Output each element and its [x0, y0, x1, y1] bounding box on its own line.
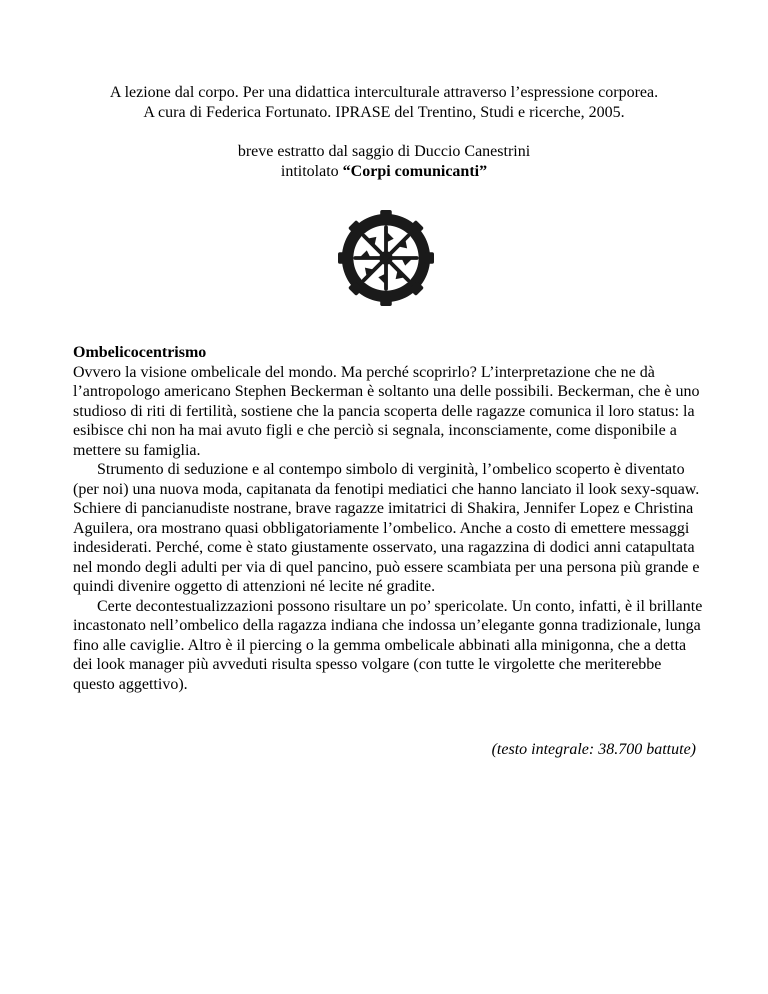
citation-line-2: A cura di Federica Fortunato. IPRASE del Trentino, Studi e ricerche, 2005.: [143, 104, 625, 121]
paragraph-3: Certe decontestualizzazioni possono risultare un po’ spericolate. Un conto, infatti, è il brillante incastonato nell’ombelico della ragazza indiana che indossa un’elegante gonna tradizionale, lunga fino alle caviglie. Altro è il piercing o la gemma ombelicale abbinati alla minigonna, che a detta dei look manager più avveduti risulta spesso volgare (con tutte le virgolette che meriterebbe questo aggettivo).: [73, 597, 703, 693]
dharma-wheel-icon: [338, 210, 434, 306]
full-text-note: (testo integrale: 38.700 battute): [491, 741, 696, 758]
excerpt-info: [0, 142, 768, 182]
paragraph-2: Strumento di seduzione e al contempo simbolo di verginità, l’ombelico scoperto è diventato (per noi) una nuova moda, capitanata da fenotipi mediatici che hanno lanciato il look sexy-squaw. Schiere di pancianudiste nostrane, brave ragazze imitatrici di Shakira, Jennifer Lopez e Christina Aguilera, ora mostrano quasi obbligatoriamente l’ombelico. Anche a costo di emettere messaggi indesiderati. Perché, come è stato giustamente osservato, una ragazzina di dodici anni catapultata nel mondo degli adulti per via di quel pancino, può essere scambiata per una persona più grande e quindi divenire oggetto di attenzioni né lecite né gradite.: [73, 461, 700, 595]
excerpt-prefix: intitolato: [280, 163, 343, 180]
section-title: Ombelicocentrismo: [73, 344, 207, 361]
article-body: [73, 343, 703, 694]
essay-title: “Corpi comunicanti”: [342, 163, 488, 180]
paragraph-1: Ovvero la visione ombelicale del mondo. Ma perché scoprirlo? L’interpretazione che ne dà l’antropologo americano Stephen Beckerman è soltanto una delle possibili. Beckerman, che è uno studioso di riti di fertilità, sostiene che la pancia scoperta delle ragazze comunica il loro status: la esibisce chi non ha mai avuto figli e che perciò si segnala, inconsciamente, come disponibile a mettere su famiglia.: [73, 363, 700, 459]
excerpt-line-2: [0, 162, 768, 182]
citation-line-1: A lezione dal corpo. Per una didattica interculturale attraverso l’espressione corporea.: [109, 84, 659, 101]
excerpt-line-1: breve estratto dal saggio di Duccio Canestrini: [237, 143, 531, 160]
citation-header: [0, 83, 768, 123]
